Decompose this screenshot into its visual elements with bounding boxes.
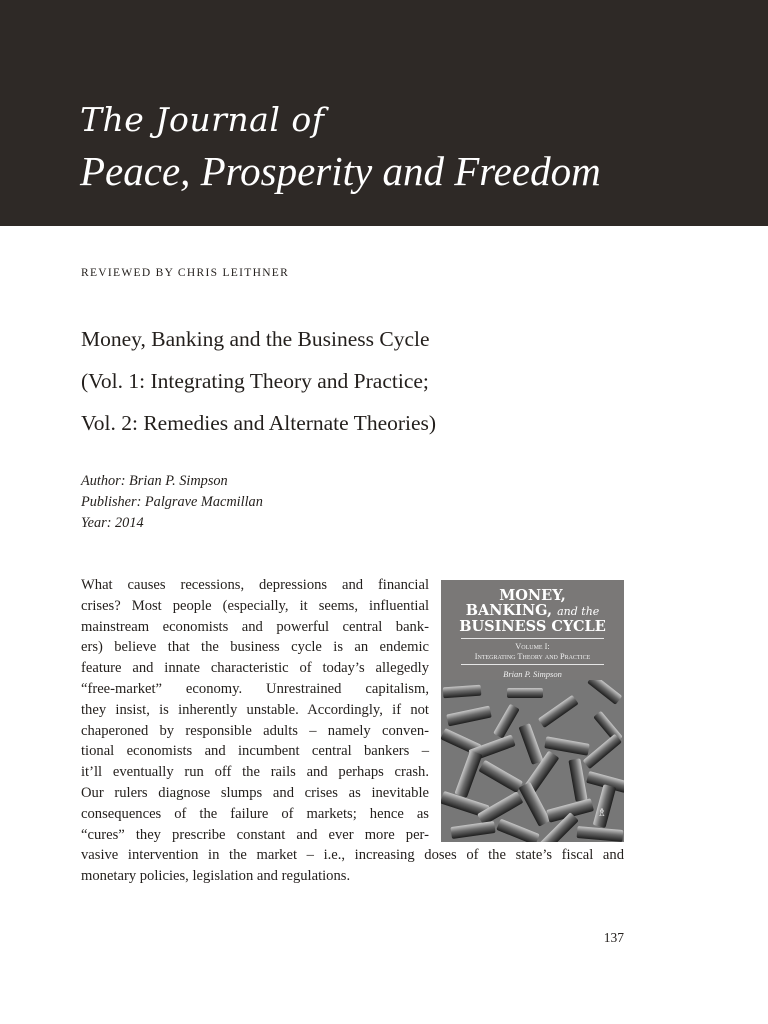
book-metadata [81,471,263,534]
journal-banner [0,0,768,226]
body-line: monetary policies, legislation and regulations. [81,868,351,885]
body-line: chaperoned by responsible adults – namely conven- [81,722,429,739]
body-line: crises? Most people (especially, it seems, influential [81,597,429,614]
body-line: “free-market” economy. Unrestrained capitalism, [81,680,429,697]
body-line: What causes recessions, depressions and financial [81,577,429,593]
cover-volume [441,642,624,662]
body-line: vasive intervention in the market – i.e., increasing doses of the state’s fiscal and [81,847,624,864]
body-line: “cures” they prescribe constant and ever more per- [81,826,429,843]
publisher-logo-icon: ♗ [597,806,607,819]
cover-title-line: BUSINESS CYCLE [459,618,606,635]
cover-author: Brian P. Simpson [503,669,562,679]
cover-bars-illustration [441,680,624,842]
journal-title-prefix: The Journal of [80,100,325,139]
body-line: mainstream economists and powerful central bank- [81,618,429,635]
body-line: ers) believe that the business cycle is an endemic [81,639,429,656]
body-line: they insist, is inherently unstable. Accordingly, if not [81,701,429,718]
cover-rule [461,638,604,639]
book-publisher: Publisher: Palgrave Macmillan [81,494,263,510]
reviewer-line: REVIEWED BY CHRIS LEITHNER [81,267,290,279]
book-cover-image [441,580,624,842]
page-number: 137 [603,930,624,945]
cover-volume-line: Integrating Theory and Practice [474,652,591,661]
cover-volume-line: Volume I: [515,642,550,651]
cover-title-main: BANKING, [465,602,553,619]
body-line: it’ll eventually run off the rails and perhaps crash. [81,764,429,781]
cover-title-line [441,603,624,619]
cover-title-small: and the [557,605,600,618]
journal-title: Peace, Prosperity and Freedom [80,148,601,194]
book-author: Author: Brian P. Simpson [81,473,228,489]
body-line: feature and innate characteristic of today’s allegedly [81,660,429,677]
book-title-line: Vol. 2: Remedies and Alternate Theories) [81,411,437,435]
body-line: tional economists and incumbent central bankers – [81,743,429,760]
book-title [81,318,436,444]
cover-rule [461,664,604,665]
book-title-line: Money, Banking and the Business Cycle [81,327,430,351]
book-title-line: (Vol. 1: Integrating Theory and Practice; [81,369,429,393]
book-year: Year: 2014 [81,515,144,531]
cover-title [441,588,624,634]
body-line: Our rulers diagnose slumps and crises as inevitable [81,784,429,801]
body-line: consequences of the failure of markets; hence as [81,805,429,822]
cover-title-line: MONEY, [499,587,566,604]
